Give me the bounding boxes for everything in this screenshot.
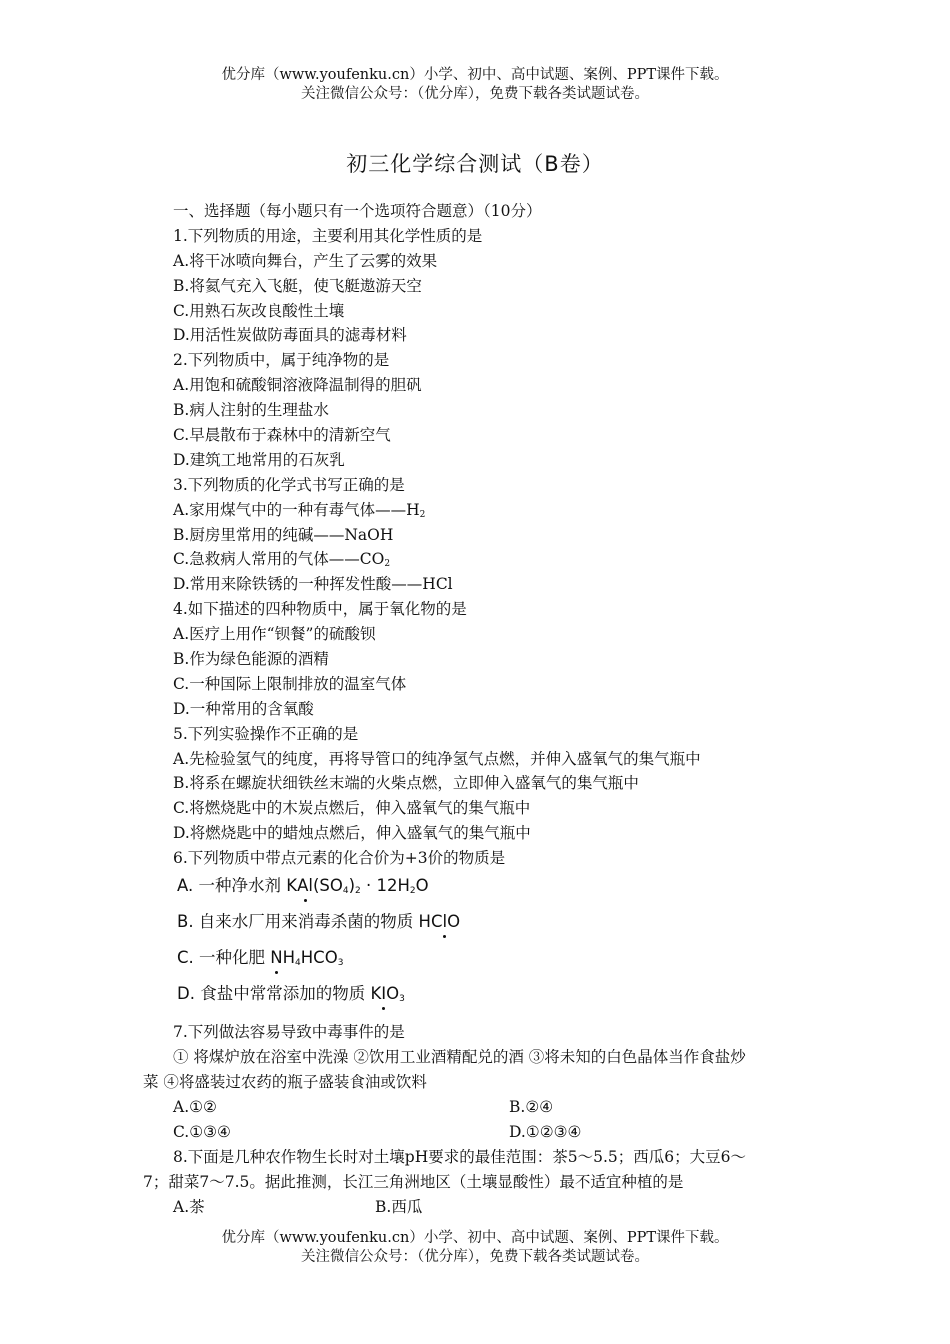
q5-option-c: C.将燃烧匙中的木炭点燃后，伸入盛氧气的集气瓶中: [173, 799, 531, 818]
dotted-element: Al: [297, 876, 313, 895]
q7-option-a: A.①②: [173, 1098, 217, 1116]
q8-options-row-1: [143, 1195, 823, 1220]
q5-option-d: D.将燃烧匙中的蜡烛点燃后，伸入盛氧气的集气瓶中: [173, 824, 531, 843]
q4-stem: 4.如下描述的四种物质中，属于氧化物的是: [173, 600, 467, 619]
q8-desc-line-2: 7；甜菜7～7.5。据此推测，长江三角洲地区（土壤显酸性）最不适宜种植的是: [143, 1173, 684, 1191]
q3-option-a: A.家用煤气中的一种有毒气体$——H_2$: [173, 500, 426, 520]
dotted-element: I: [381, 984, 387, 1003]
q2-stem: 2.下列物质中，属于纯净物的是: [173, 351, 390, 370]
q1-option-b: B.将氦气充入飞艇，使飞艇遨游天空: [173, 276, 422, 295]
q1-option-c: C.用熟石灰改良酸性土壤: [173, 301, 345, 320]
q3-option-c: C.急救病人常用的气体$——CO_2$: [173, 550, 391, 570]
q2-option-d: D.建筑工地常用的石灰乳: [173, 450, 345, 469]
page-header: [0, 66, 950, 104]
q7-desc-line-1: ① 将煤炉放在浴室中洗澡 ②饮用工业酒精配兑的酒 ③将未知的白色晶体当作食盐炒: [173, 1048, 746, 1066]
q2-option-a: A.用饱和硫酸铜溶液降温制得的胆矾: [173, 376, 422, 395]
q1-stem: 1.下列物质的用途，主要利用其化学性质的是: [173, 226, 483, 245]
q2-option-c: C.早晨散布于森林中的清新空气: [173, 426, 391, 445]
q8-option-a: A.茶: [173, 1198, 205, 1216]
page-title: 初三化学综合测试（B卷）: [346, 152, 604, 176]
q6-option-d: D. 食盐中常常添加的物质 $KIO_3$: [177, 984, 405, 1004]
q5-option-a: A.先检验氢气的纯度，再将导管口的纯净氢气点燃，并伸入盛氧气的集气瓶中: [173, 749, 701, 768]
q6-option-b: B. 自来水厂用来消毒杀菌的物质 HClO: [177, 912, 461, 931]
q6-option-c: C. 一种化肥 $NH_4HCO_3$: [177, 948, 344, 968]
q8-desc-line-1: 8.下面是几种农作物生长时对土壤pH要求的最佳范围：茶5～5.5；西瓜6；大豆6～: [173, 1148, 746, 1166]
q7-block: [143, 1020, 823, 1220]
dotted-element: l: [442, 912, 448, 931]
q5-option-b: B.将系在螺旋状细铁丝末端的火柴点燃，立即伸入盛氧气的集气瓶中: [173, 774, 639, 793]
header-line-2: 关注微信公众号：（优分库），免费下载各类试题试卷。: [301, 86, 649, 102]
q7-option-b: B.②④: [509, 1098, 554, 1116]
q4-option-a: A.医疗上用作“钡餐”的硫酸钡: [173, 625, 376, 644]
q5-stem: 5.下列实验操作不正确的是: [173, 724, 359, 743]
q7-option-c: C.①③④: [173, 1123, 231, 1141]
dotted-element: N: [270, 948, 283, 967]
footer-line-1: 优分库（www.youfenku.cn）小学、初中、高中试题、案例、PPT课件下载。: [221, 1230, 729, 1246]
section-heading: 一、选择题（每小题只有一个选项符合题意）（10分）: [173, 202, 542, 220]
q7-option-d: D.①②③④: [509, 1123, 582, 1141]
q7-options-row-1: [143, 1095, 823, 1120]
footer-line-2: 关注微信公众号：（优分库），免费下载各类试题试卷。: [301, 1249, 649, 1265]
q6-option-a: A. 一种净水剂 $KAl(SO_4)_2 \cdot 12H_2O$: [177, 876, 429, 896]
q7-desc-line-2: 菜 ④将盛装过农药的瓶子盛装食油或饮料: [143, 1073, 427, 1091]
q8-option-b: B.西瓜: [375, 1198, 423, 1216]
q3-option-b: B.厨房里常用的纯碱——NaOH: [173, 525, 394, 544]
q4-option-b: B.作为绿色能源的酒精: [173, 650, 329, 669]
q7-options-row-2: [143, 1120, 823, 1145]
q2-option-b: B.病人注射的生理盐水: [173, 401, 329, 420]
q7-stem: 7.下列做法容易导致中毒事件的是: [173, 1023, 405, 1041]
q4-option-d: D.一种常用的含氧酸: [173, 699, 314, 718]
q3-stem: 3.下列物质的化学式书写正确的是: [173, 475, 405, 494]
page-footer: [0, 1229, 950, 1267]
q3-option-d: D.常用来除铁锈的一种挥发性酸——HCl: [173, 575, 453, 594]
q1-option-d: D.用活性炭做防毒面具的滤毒材料: [173, 326, 407, 345]
q4-option-c: C.一种国际上限制排放的温室气体: [173, 674, 407, 693]
header-line-1: 优分库（www.youfenku.cn）小学、初中、高中试题、案例、PPT课件下载。: [221, 67, 729, 83]
q6-stem: 6.下列物质中带点元素的化合价为+3价的物质是: [173, 849, 506, 868]
question-body: [173, 199, 823, 871]
q1-option-a: A.将干冰喷向舞台，产生了云雾的效果: [173, 251, 438, 270]
